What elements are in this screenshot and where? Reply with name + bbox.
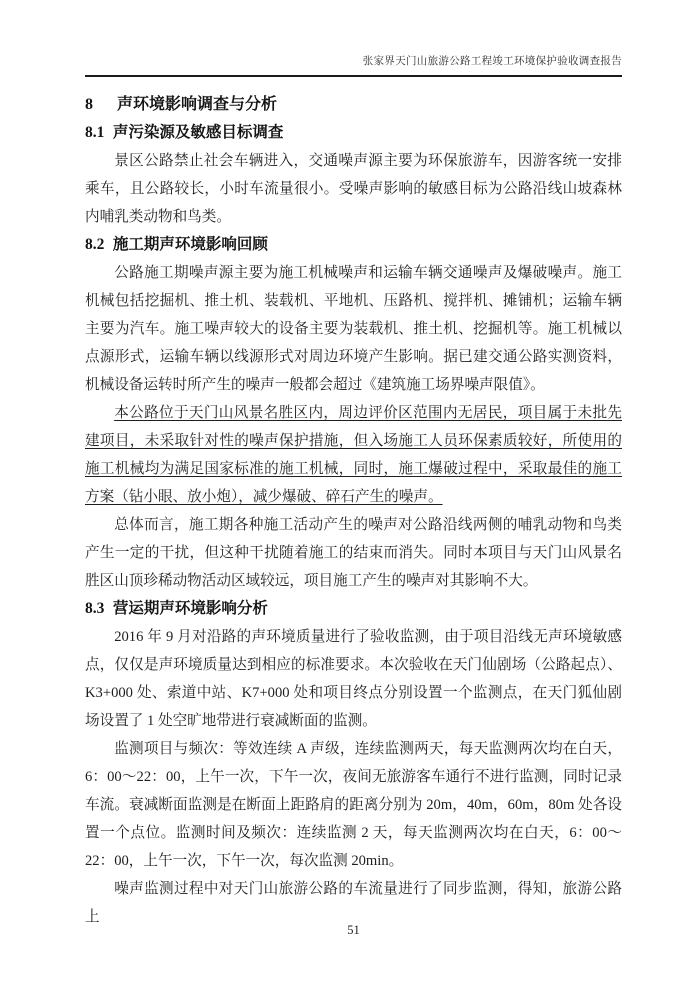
section-heading-8-1 bbox=[85, 119, 622, 147]
paragraph-monitoring-frequency: 监测项目与频次：等效连续 A 声级，连续监测两天，每天监测两次均在白天，6：00～22：00，上午一次，下午一次，夜间无旅游客车通行不进行监测，同时记录车流。衰减断面监测是在断面上距路肩的距离分别为 20m，40m，60m，80m 处各设置一个点位。监测时间及频次：连续监测 2 天，每天监测两次均在白天，6：00～22：00，上午一次，下午一次，每次监测 20min。 bbox=[85, 741, 622, 869]
page-number: 51 bbox=[347, 923, 360, 937]
paragraph-noise-sources: 景区公路禁止社会车辆进入，交通噪声源主要为环保旅游车，因游客统一安排乘车，且公路较长，小时车流量很小。受噪声影响的敏感目标为公路沿线山坡森林内哺乳类动物和鸟类。 bbox=[85, 153, 622, 225]
paragraph-underlined-mitigation: 本公路位于天门山风景名胜区内，周边评价区范围内无居民，项目属于未批先建项目，未采取针对性的噪声保护措施，但入场施工人员环保素质较好，所使用的施工机械均为满足国家标准的施工机械，同时，施工爆破过程中，采取最佳的施工方案（钻小眼、放小炮），减少爆破、碎石产生的噪声。 bbox=[85, 405, 622, 505]
section-title-8-3: 营运期声环境影响分析 bbox=[112, 600, 268, 617]
chapter-title: 声环境影响调查与分析 bbox=[117, 96, 278, 113]
paragraph-acceptance-monitoring: 2016 年 9 月对沿路的声环境质量进行了验收监测，由于项目沿线无声环境敏感点，仅仅是声环境质量达到相应的标准要求。本次验收在天门仙剧场（公路起点）、K3+000 处、索道中站、K7+000 处和项目终点分别设置一个监测点，在天门狐仙剧场设置了 1 处空旷地带进行衰减断面的监测。 bbox=[85, 629, 622, 729]
page-header bbox=[85, 55, 622, 77]
section-heading-8-3 bbox=[85, 595, 622, 623]
paragraph-construction-summary: 总体而言，施工期各种施工活动产生的噪声对公路沿线两侧的哺乳动物和鸟类产生一定的干扰，但这种干扰随着施工的结束而消失。同时本项目与天门山风景名胜区山顶珍稀动物活动区域较远，项目施工产生的噪声对其影响不大。 bbox=[85, 517, 622, 589]
section-number-8-1: 8.1 bbox=[85, 124, 105, 141]
chapter-heading bbox=[85, 91, 622, 119]
section-number-8-3: 8.3 bbox=[85, 600, 105, 617]
section-number-8-2: 8.2 bbox=[85, 236, 105, 253]
section-title-8-1: 声污染源及敏感目标调查 bbox=[112, 124, 284, 141]
section-heading-8-2 bbox=[85, 231, 622, 259]
document-body bbox=[85, 91, 622, 931]
chapter-number: 8 bbox=[85, 96, 93, 113]
section-title-8-2: 施工期声环境影响回顾 bbox=[112, 236, 268, 253]
paragraph-construction-noise: 公路施工期噪声源主要为施工机械噪声和运输车辆交通噪声及爆破噪声。施工机械包括挖掘机、推土机、装载机、平地机、压路机、搅拌机、摊铺机；运输车辆主要为汽车。施工噪声较大的设备主要为装载机、推土机、挖掘机等。施工机械以点源形式，运输车辆以线源形式对周边环境产生影响。据已建交通公路实测资料，机械设备运转时所产生的噪声一般都会超过《建筑施工场界噪声限值》。 bbox=[85, 265, 622, 393]
paragraph-traffic-monitoring: 噪声监测过程中对天门山旅游公路的车流量进行了同步监测，得知，旅游公路上 bbox=[85, 881, 622, 925]
header-divider bbox=[85, 75, 622, 77]
running-header-title: 张家界天门山旅游公路工程竣工环境保护验收调查报告 bbox=[362, 56, 622, 67]
